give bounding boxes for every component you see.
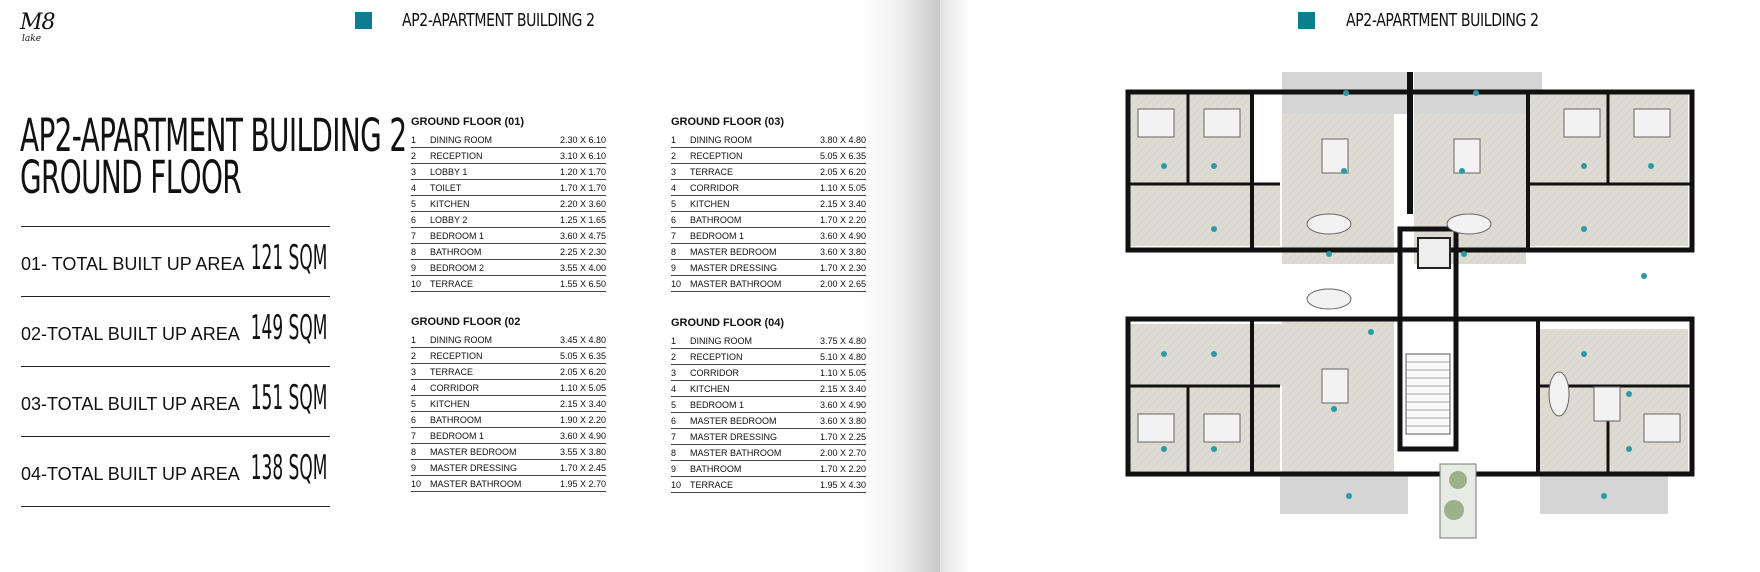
- room-dimensions: 2.25 X 2.30: [559, 247, 606, 257]
- room-name: KITCHEN: [430, 399, 470, 409]
- room-dimensions: 1.25 X 1.65: [559, 215, 606, 225]
- room-dimensions: 2.15 X 3.40: [559, 399, 606, 409]
- table-row: [671, 445, 866, 461]
- table-row: [671, 365, 866, 381]
- courtyard-planter: [1440, 464, 1476, 538]
- room-name: DINING ROOM: [430, 335, 492, 345]
- room-number: 8: [411, 247, 417, 257]
- room-number: 2: [671, 352, 677, 362]
- room-number: 10: [411, 479, 422, 489]
- table-row: [411, 332, 606, 348]
- table-row: [411, 428, 606, 444]
- table-row: [671, 461, 866, 477]
- room-number: 1: [671, 135, 677, 145]
- room-number: 9: [411, 463, 417, 473]
- area-label: 02-TOTAL BUILT UP AREA: [21, 324, 240, 344]
- table-row: [671, 244, 866, 260]
- room-number: 9: [411, 263, 417, 273]
- room-number: 8: [671, 448, 677, 458]
- room-dimensions: 1.90 X 2.20: [559, 415, 606, 425]
- built-up-area-list: [21, 226, 330, 507]
- room-dimensions: 3.60 X 3.80: [819, 247, 866, 257]
- room-name: RECEPTION: [430, 151, 483, 161]
- room-name: RECEPTION: [690, 151, 743, 161]
- room-dimensions: 2.20 X 3.60: [559, 199, 606, 209]
- header-title-left: AP2-APARTMENT BUILDING 2: [402, 10, 595, 31]
- area-value: 138 SQM: [250, 448, 327, 488]
- room-name: BATHROOM: [430, 247, 482, 257]
- page-title-line1: AP2-APARTMENT BUILDING 2: [20, 109, 407, 162]
- room-name: CORRIDOR: [690, 183, 739, 193]
- room-dimensions: 3.60 X 4.90: [559, 431, 606, 441]
- room-name: BEDROOM 2: [430, 263, 485, 273]
- table-row: [411, 196, 606, 212]
- room-number: 10: [671, 279, 682, 289]
- table-row: [411, 444, 606, 460]
- table-row: [671, 132, 866, 148]
- brand-logo: [20, 12, 64, 48]
- room-dimensions: 2.05 X 6.20: [819, 167, 866, 177]
- room-name: MASTER DRESSING: [690, 432, 778, 442]
- room-dimensions: 1.10 X 5.05: [819, 368, 866, 378]
- room-name: BATHROOM: [690, 464, 742, 474]
- room-number: 3: [411, 167, 417, 177]
- area-row: [21, 367, 330, 437]
- table-row: [671, 397, 866, 413]
- room-dimensions: 1.95 X 2.70: [559, 479, 606, 489]
- room-name: TERRACE: [690, 480, 734, 490]
- room-name: CORRIDOR: [430, 383, 479, 393]
- table-row: [411, 212, 606, 228]
- room-number: 7: [671, 231, 677, 241]
- room-name: BEDROOM 1: [430, 231, 485, 241]
- table-row: [411, 460, 606, 476]
- room-dimensions: 3.60 X 4.75: [559, 231, 606, 241]
- room-dimensions: 2.15 X 3.40: [819, 199, 866, 209]
- room-number: 3: [671, 167, 677, 177]
- room-dimensions: 5.10 X 4.80: [819, 352, 866, 362]
- table-row: [411, 348, 606, 364]
- room-dimensions: 1.20 X 1.70: [559, 167, 606, 177]
- table-row: [411, 476, 606, 492]
- room-dimensions: 3.75 X 4.80: [819, 336, 866, 346]
- area-row: [21, 437, 330, 507]
- room-dimensions: 3.60 X 3.80: [819, 416, 866, 426]
- room-name: KITCHEN: [690, 199, 730, 209]
- room-name: BEDROOM 1: [690, 231, 745, 241]
- room-name: MASTER DRESSING: [430, 463, 518, 473]
- room-dimensions: 3.55 X 4.00: [559, 263, 606, 273]
- room-name: TERRACE: [690, 167, 734, 177]
- area-value: 151 SQM: [250, 378, 327, 418]
- room-name: TOILET: [430, 183, 462, 193]
- room-number: 5: [671, 400, 677, 410]
- table-row: [671, 413, 866, 429]
- logo-subtext: lake: [22, 34, 42, 44]
- room-name: MASTER BEDROOM: [430, 447, 517, 457]
- header-accent-square: [355, 12, 372, 29]
- room-number: 7: [411, 231, 417, 241]
- room-dimensions: 2.00 X 2.70: [819, 448, 866, 458]
- table-row: [411, 228, 606, 244]
- room-dimensions: 2.05 X 6.20: [559, 367, 606, 377]
- table-row: [411, 412, 606, 428]
- room-name: DINING ROOM: [430, 135, 492, 145]
- room-dimensions: 1.55 X 6.50: [559, 279, 606, 289]
- room-dimensions: 3.45 X 4.80: [559, 335, 606, 345]
- room-dimensions: 2.00 X 2.65: [819, 279, 866, 289]
- floor-table: [671, 116, 866, 292]
- room-dimensions: 5.05 X 6.35: [819, 151, 866, 161]
- room-number: 4: [671, 183, 677, 193]
- room-number: 6: [411, 415, 417, 425]
- room-name: BATHROOM: [690, 215, 742, 225]
- stairs: [1406, 238, 1450, 434]
- room-number: 10: [411, 279, 422, 289]
- table-row: [671, 381, 866, 397]
- floor-plan-drawing: [1124, 64, 1698, 540]
- room-dimensions: 3.60 X 4.90: [819, 231, 866, 241]
- room-name: MASTER BEDROOM: [690, 247, 777, 257]
- table-row: [411, 244, 606, 260]
- room-number: 6: [671, 215, 677, 225]
- logo-mark: M8: [20, 10, 55, 35]
- room-dimensions: 1.70 X 2.20: [819, 464, 866, 474]
- area-value: 149 SQM: [250, 308, 327, 348]
- table-row: [411, 396, 606, 412]
- page-title: [20, 109, 407, 204]
- table-row: [671, 333, 866, 349]
- room-number: 5: [411, 199, 417, 209]
- table-row: [411, 180, 606, 196]
- table-row: [671, 276, 866, 292]
- room-number: 4: [411, 383, 417, 393]
- room-name: RECEPTION: [430, 351, 483, 361]
- room-number: 2: [411, 351, 417, 361]
- room-number: 3: [671, 368, 677, 378]
- room-name: BATHROOM: [430, 415, 482, 425]
- room-number: 5: [411, 399, 417, 409]
- table-row: [671, 196, 866, 212]
- table-row: [671, 148, 866, 164]
- room-dimensions: 1.70 X 2.45: [559, 463, 606, 473]
- table-row: [671, 477, 866, 493]
- room-dimensions: 2.30 X 6.10: [559, 135, 606, 145]
- floor-table-title: GROUND FLOOR (02: [411, 316, 521, 328]
- room-dimensions: 1.70 X 2.25: [819, 432, 866, 442]
- table-row: [411, 364, 606, 380]
- room-dimensions: 1.10 X 5.05: [559, 383, 606, 393]
- room-dimensions: 3.80 X 4.80: [819, 135, 866, 145]
- area-row: [21, 227, 330, 297]
- room-name: TERRACE: [430, 279, 474, 289]
- room-number: 7: [671, 432, 677, 442]
- floor-table-title: GROUND FLOOR (01): [411, 116, 525, 128]
- room-number: 7: [411, 431, 417, 441]
- table-row: [671, 260, 866, 276]
- room-number: 3: [411, 367, 417, 377]
- table-row: [411, 260, 606, 276]
- table-row: [411, 148, 606, 164]
- room-name: TERRACE: [430, 367, 474, 377]
- header-accent-square: [1298, 12, 1315, 29]
- floor-plan-svg: [1124, 64, 1698, 540]
- table-row: [671, 429, 866, 445]
- area-value: 121 SQM: [250, 238, 327, 278]
- room-number: 10: [671, 480, 682, 490]
- room-name: RECEPTION: [690, 352, 743, 362]
- room-number: 6: [411, 215, 417, 225]
- room-dimensions: 1.70 X 2.30: [819, 263, 866, 273]
- floor-table-title: GROUND FLOOR (03): [671, 116, 785, 128]
- room-dimensions: 1.70 X 1.70: [559, 183, 606, 193]
- room-dimensions: 3.55 X 3.80: [559, 447, 606, 457]
- room-number: 6: [671, 416, 677, 426]
- table-row: [411, 276, 606, 292]
- room-number: 5: [671, 199, 677, 209]
- floor-table: [411, 316, 606, 492]
- area-row: [21, 297, 330, 367]
- room-name: CORRIDOR: [690, 368, 739, 378]
- room-name: MASTER BATHROOM: [690, 279, 782, 289]
- room-name: MASTER BEDROOM: [690, 416, 777, 426]
- room-name: BEDROOM 1: [690, 400, 745, 410]
- room-number: 8: [671, 247, 677, 257]
- room-number: 4: [671, 384, 677, 394]
- room-number: 4: [411, 183, 417, 193]
- room-dimensions: 2.15 X 3.40: [819, 384, 866, 394]
- page-title-line2: GROUND FLOOR: [20, 151, 242, 204]
- room-name: MASTER BATHROOM: [430, 479, 522, 489]
- room-name: KITCHEN: [690, 384, 730, 394]
- room-dimensions: 1.70 X 2.20: [819, 215, 866, 225]
- area-label: 04-TOTAL BUILT UP AREA: [21, 464, 240, 484]
- room-dimensions: 3.10 X 6.10: [559, 151, 606, 161]
- floor-table: [411, 116, 606, 292]
- room-name: DINING ROOM: [690, 135, 752, 145]
- room-number: 1: [671, 336, 677, 346]
- room-name: MASTER BATHROOM: [690, 448, 782, 458]
- table-row: [411, 132, 606, 148]
- room-number: 2: [671, 151, 677, 161]
- table-row: [411, 164, 606, 180]
- room-number: 9: [671, 263, 677, 273]
- room-number: 1: [411, 335, 417, 345]
- area-label: 01- TOTAL BUILT UP AREA: [21, 254, 245, 274]
- room-name: KITCHEN: [430, 199, 470, 209]
- room-name: DINING ROOM: [690, 336, 752, 346]
- room-number: 2: [411, 151, 417, 161]
- table-row: [671, 349, 866, 365]
- room-dimensions: 1.95 X 4.30: [819, 480, 866, 490]
- area-label: 03-TOTAL BUILT UP AREA: [21, 394, 240, 414]
- table-row: [671, 164, 866, 180]
- table-row: [411, 380, 606, 396]
- table-row: [671, 228, 866, 244]
- room-name: BEDROOM 1: [430, 431, 485, 441]
- room-dimensions: 3.60 X 4.90: [819, 400, 866, 410]
- room-name: LOBBY 2: [430, 215, 468, 225]
- room-name: MASTER DRESSING: [690, 263, 778, 273]
- floor-table: [671, 317, 866, 493]
- room-dimensions: 5.05 X 6.35: [559, 351, 606, 361]
- room-number: 8: [411, 447, 417, 457]
- room-name: LOBBY 1: [430, 167, 468, 177]
- room-number: 9: [671, 464, 677, 474]
- floor-table-title: GROUND FLOOR (04): [671, 317, 785, 329]
- room-dimensions: 1.10 X 5.05: [819, 183, 866, 193]
- room-number: 1: [411, 135, 417, 145]
- table-row: [671, 212, 866, 228]
- table-row: [671, 180, 866, 196]
- header-title-right: AP2-APARTMENT BUILDING 2: [1346, 10, 1539, 31]
